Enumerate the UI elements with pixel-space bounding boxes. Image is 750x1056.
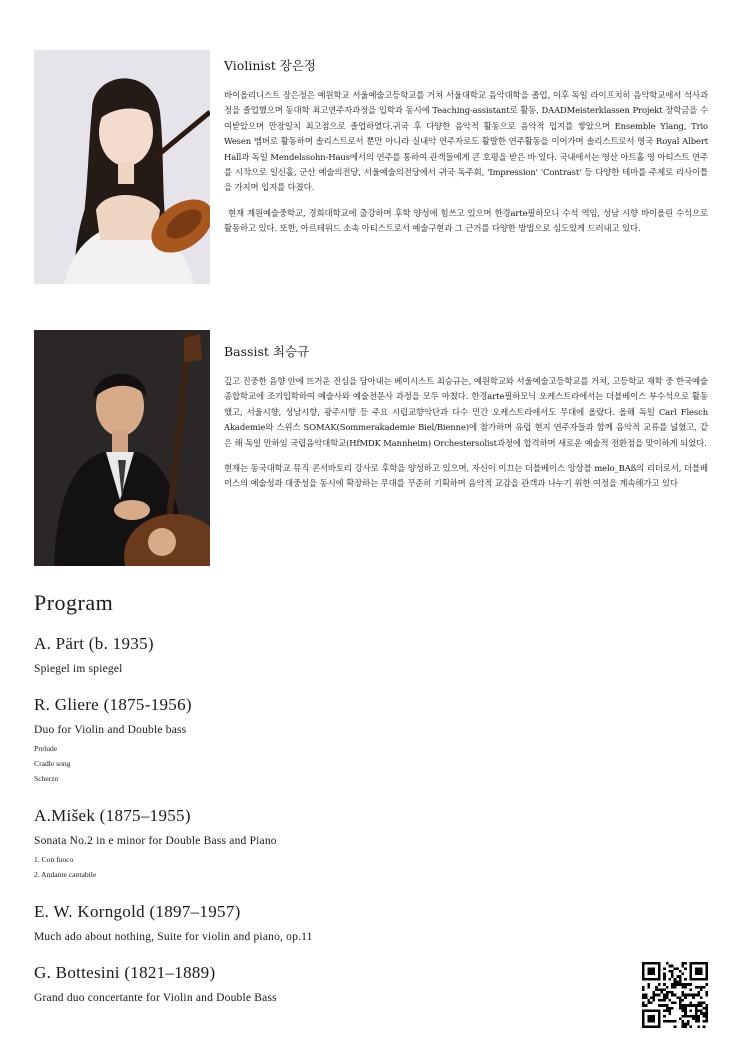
violinist-bio-paragraph-1: 바이올리니스트 장은정은 예원학교 서울예술고등학교를 거쳐 서울대학교 음악대학을 졸업, 이후 독일 라이프치히 음악학교에서 석사과정을 졸업했으며 동대학 최고연주자과정을 입학과 동시에 Teaching-assistant로 활동, DAADMeisterklassen Projekt 장학금을 수여받았으며 만장일치 최고점으로 졸업하였다.귀국 후 다양한 음악적 활동으로 음악적 입지를 쌓았으며 Ensemble Ylang, Trio Wesen 멤버로 활동하며 솔리스트로서 뿐만 아니라 실내악 연주자로도 활발한 연주활동을 이어가며 솔리스트로서 영국 Royal Albert Hall과 독일 Mendelssohn-Haus에서의 연주를 통하여 관객들에게 큰 호평을 받은 바 있다. 국내에서는 영산 아트홀 영 아티스트 연주를 시작으로 일신홀, 군산 예술의전당, 서울예술의전당에서 귀국 독주회, 'Impression' 'Contrast' 등 다양한 테마를 주제로 리사이틀을 가지며 입지를 다졌다.	[224, 90, 708, 193]
program-piece	[34, 963, 634, 1004]
bassist-portrait-image	[34, 330, 210, 566]
piece-movements	[34, 852, 634, 882]
bassist-bio	[224, 342, 708, 502]
piece-work: Much ado about nothing, Suite for violin and piano, op.11	[34, 931, 313, 943]
piece-movements	[34, 741, 634, 786]
qr-code[interactable]	[642, 962, 708, 1028]
program-piece	[34, 695, 634, 786]
movement-item: Cradle song	[34, 759, 71, 768]
piece-work: Grand duo concertante for Violin and Double Bass	[34, 992, 277, 1004]
piece-work: Sonata No.2 in e minor for Double Bass and Piano	[34, 835, 277, 847]
movement-item: Scherzo	[34, 774, 59, 783]
piece-composer: E. W. Korngold (1897–1957)	[34, 902, 241, 921]
movement-item: Prelude	[34, 744, 58, 753]
violinist-bio	[224, 56, 708, 247]
program-title: Program	[34, 590, 114, 615]
bassist-photo	[34, 330, 210, 566]
violinist-photo	[34, 50, 210, 284]
violinist-bio-paragraph-2: 현재 계원예술중학교, 경희대학교에 출강하며 후학 양성에 힘쓰고 있으며 한경arte필하모니 수석 역임, 성남 시향 바이올린 수석으로 활동하고 있다. 또한, 아르테위드 소속 아티스트로서 예술구현과 그 근거를 다양한 방법으로 심도있게 드러내고 있다.	[224, 207, 708, 234]
bassist-name: Bassist 최승규	[224, 344, 310, 359]
piece-composer: G. Bottesini (1821–1889)	[34, 963, 216, 982]
violinist-portrait-image	[34, 50, 210, 284]
piece-composer: R. Gliere (1875-1956)	[34, 695, 192, 714]
movement-item: 2. Andante cantabile	[34, 870, 97, 879]
piece-work: Spiegel im spiegel	[34, 663, 123, 675]
movement-item: 1. Con fuoco	[34, 855, 74, 864]
program-piece	[34, 902, 634, 943]
piece-composer: A.Mišek (1875–1955)	[34, 806, 191, 825]
violinist-name: Violinist 장은정	[224, 58, 317, 73]
piece-composer: A. Pärt (b. 1935)	[34, 634, 154, 653]
qr-code-image	[642, 962, 708, 1028]
bassist-bio-paragraph-2: 현재는 동국대학교 뮤직 콘서바토리 강사로 후학을 양성하고 있으며, 자신이 이끄는 더블베이스 앙상블 melo_BAß의 리더로서, 더블베이스의 예술성과 대중성을 동시에 확장하는 무대를 꾸준히 기획하며 음악적 교감을 관객과 나누기 위한 여정을 계속해가고 있다	[224, 463, 708, 489]
program-piece	[34, 806, 634, 882]
program-section	[34, 590, 634, 1024]
program-piece	[34, 634, 634, 675]
bassist-bio-paragraph-1: 깊고 진중한 음향 안에 뜨거운 진심을 담아내는 베이시스트 최승규는, 예원학교와 서울예술고등학교를 거쳐, 고등학교 재학 중 한국예술종합학교에 조기입학하여 예술사와 예술전문사 과정을 모두 마쳤다. 한경arte필하모닉 오케스트라에서는 더블베이스 부수석으로 활동했고, 서울시향, 성남시향, 광주시향 등 주요 시립교향악단과 다수 민간 오케스트라에서도 무대에 올랐다. 올해 독일 Carl Flesch Akademie와 스위스 SOMAK(Sommerakademie Biel/Bienne)에 참가하며 유럽 현지 연주자들과 함께 음악적 교류를 넓혔고, 같은 해 독일 만하임 국립음악대학교(HfMDK Mannheim) Orchestersolist과정에 합격하며 새로운 예술적 전환점을 맞이하게 되었다.	[224, 376, 708, 448]
piece-work: Duo for Violin and Double bass	[34, 724, 187, 736]
